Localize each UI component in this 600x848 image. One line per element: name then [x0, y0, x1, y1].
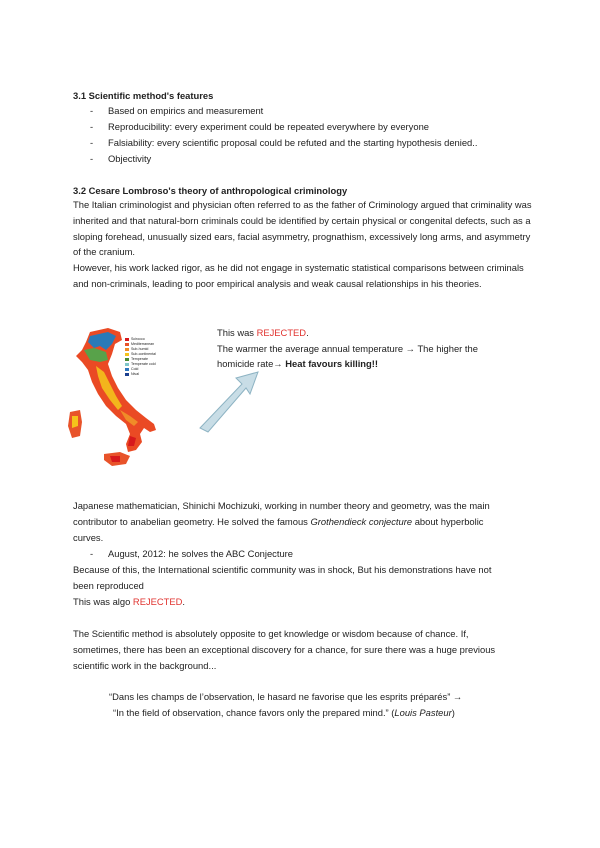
legend-label: Temperate: [131, 357, 148, 361]
legend-label: Mediterranean: [131, 342, 155, 346]
map-legend-item: [125, 367, 138, 371]
bullet-dash: -: [90, 121, 94, 132]
map-legend-item: [125, 372, 139, 376]
legend-swatch: [125, 363, 129, 366]
legend-label: Cold: [131, 367, 139, 371]
legend-swatch: [125, 338, 129, 341]
caption-bold-claim: Heat favours killing!!: [285, 358, 378, 369]
map-legend-item: [125, 342, 154, 346]
quote-french: “Dans les champs de l’observation, le hasard ne favorise que les esprits préparés” →: [109, 691, 463, 702]
paragraph-shock-line: Because of this, the International scientific community was in shock, But his demonstrations have not: [73, 564, 492, 575]
paragraph-chance-line: The Scientific method is absolutely opposite to get knowledge or wisdom because of chance. If,: [73, 628, 469, 639]
figure-caption-status: This was REJECTED.: [217, 327, 309, 338]
paragraph-mochizuki-line: curves.: [73, 532, 104, 543]
legend-label: Nival: [131, 372, 139, 376]
legend-swatch: [125, 358, 129, 361]
rejected-label: REJECTED: [256, 327, 307, 338]
paragraph-shock-line: been reproduced: [73, 580, 144, 591]
legend-swatch: [125, 353, 129, 356]
map-legend-item: [125, 362, 156, 366]
paragraph-lombroso-critique: However, his work lacked rigor, as he did not engage in systematic statistical comparisons between criminals and non-criminals, leading to poor empirical analysis and weak causal relationships in his theories.: [73, 262, 524, 289]
quote-english: “In the field of observation, chance favors only the prepared mind.” (Louis Pasteur): [113, 707, 455, 718]
rejected-statement: This was algo REJECTED.: [73, 596, 186, 607]
bullet-dash: -: [90, 153, 94, 164]
map-legend-item: [125, 347, 148, 351]
bullet-item: Falsiability: every scientific proposal could be refuted and the starting hypothesis denied..: [108, 137, 478, 148]
bullet-dash: -: [90, 105, 94, 116]
paragraph-chance-line: scientific work in the background...: [73, 660, 217, 671]
bullet-item: Reproducibility: every experiment could be repeated everywhere by everyone: [108, 121, 430, 132]
legend-label: Temperate cold: [131, 362, 156, 366]
legend-swatch: [125, 343, 129, 346]
legend-label: Sub-continental: [131, 352, 156, 356]
figure-caption-line: The warmer the average annual temperature → The higher the: [217, 343, 478, 354]
legend-swatch: [125, 348, 129, 351]
map-legend-item: [125, 357, 148, 361]
paragraph-mochizuki-line: contributor to anabelian geometry. He solved the famous Grothendieck conjecture about hyperbolic: [73, 516, 484, 527]
paragraph-lombroso: The Italian criminologist and physician often referred to as the father of Criminology argued that criminality was inherited and that natural-born criminals could be identified by certain physical or congenital defects, such as a sloping forehead, unusually sized ears, facial asymmetry, prognathism, excessively long arms, and asymmetry of the cranium.: [73, 199, 532, 258]
conjecture-name: Grothendieck conjecture: [310, 516, 413, 527]
legend-label: Sub-humid: [131, 347, 149, 351]
figure-caption-line: homicide rate→ Heat favours killing!!: [217, 358, 378, 369]
bullet-item: Based on empirics and measurement: [108, 105, 264, 116]
map-legend-item: [125, 337, 145, 341]
bullet-dash: -: [90, 137, 94, 148]
bullet-dash: -: [90, 548, 94, 559]
map-legend-item: [125, 352, 156, 356]
legend-swatch: [125, 368, 129, 371]
bullet-item: Objectivity: [108, 153, 152, 164]
quote-author: Louis Pasteur: [394, 707, 452, 718]
paragraph-chance-line: sometimes, there has been an exceptional discovery for a chance, for sure there was a huge previous: [73, 644, 496, 655]
bullet-item: August, 2012: he solves the ABC Conjecture: [108, 548, 294, 559]
legend-swatch: [125, 373, 129, 376]
legend-label: Scirocco: [131, 337, 145, 341]
paragraph-mochizuki-line: Japanese mathematician, Shinichi Mochizuki, working in number theory and geometry, was the main: [73, 500, 490, 511]
section-heading-lombroso: 3.2 Cesare Lombroso's theory of anthropological criminology: [73, 185, 348, 196]
rejected-label: REJECTED: [132, 596, 183, 607]
section-heading-scientific-method: 3.1 Scientific method's features: [73, 90, 214, 101]
